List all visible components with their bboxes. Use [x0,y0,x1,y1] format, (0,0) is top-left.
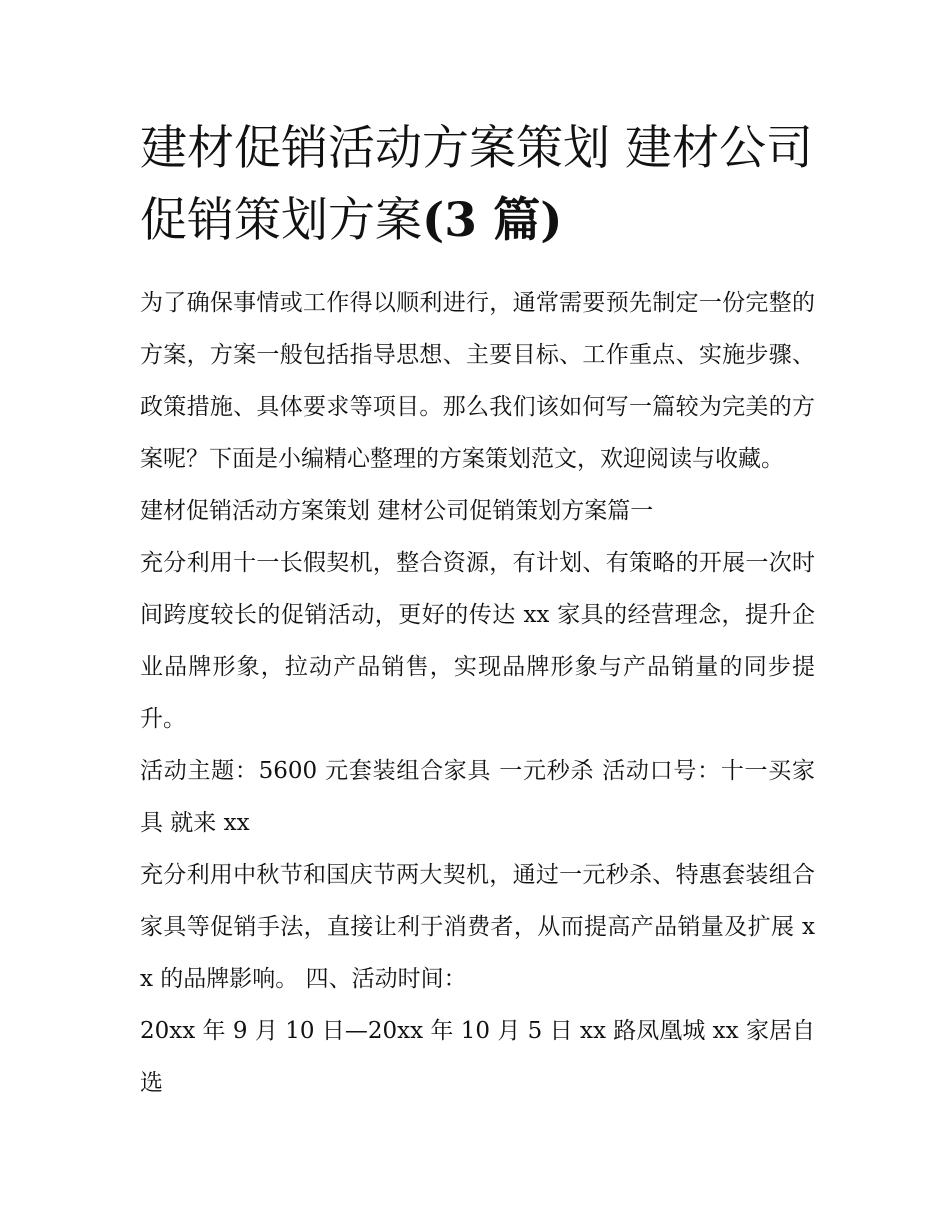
section-heading: 建材促销活动方案策划 建材公司促销策划方案篇一 [140,498,654,524]
intro-paragraph: 为了确保事情或工作得以顺利进行，通常需要预先制定一份完整的方案，方案一般包括指导思想、主要目标、工作重点、实施步骤、政策措施、具体要求等项目。那么我们该如何写一篇较为完美的方案呢？下面是小编精心整理的方案策划范文，欢迎阅读与收藏。 [140,290,815,472]
document-title [140,113,815,257]
body-paragraph: 充分利用十一长假契机，整合资源，有计划、有策略的开展一次时间跨度较长的促销活动，更好的传达 xx 家具的经营理念，提升企业品牌形象，拉动产品销售，实现品牌形象与产品销量的同步提升。 [140,550,815,732]
document-title-count: (3 篇) [422,193,563,248]
document-body [140,277,815,1109]
body-paragraph: 充分利用中秋节和国庆节两大契机，通过一元秒杀、特惠套装组合家具等促销手法，直接让利于消费者，从而提高产品销量及扩展 xx 的品牌影响。 四、活动时间： [140,862,815,992]
activity-time-paragraph: 20xx 年 9 月 10 日—20xx 年 10 月 5 日 xx 路凤凰城 xx 家居自选 [140,1018,815,1096]
activity-theme-paragraph: 活动主题：5600 元套装组合家具 一元秒杀 活动口号：十一买家具 就来 xx [140,758,815,836]
document-title-main: 建材促销活动方案策划 建材公司促销策划方案 [140,121,813,248]
